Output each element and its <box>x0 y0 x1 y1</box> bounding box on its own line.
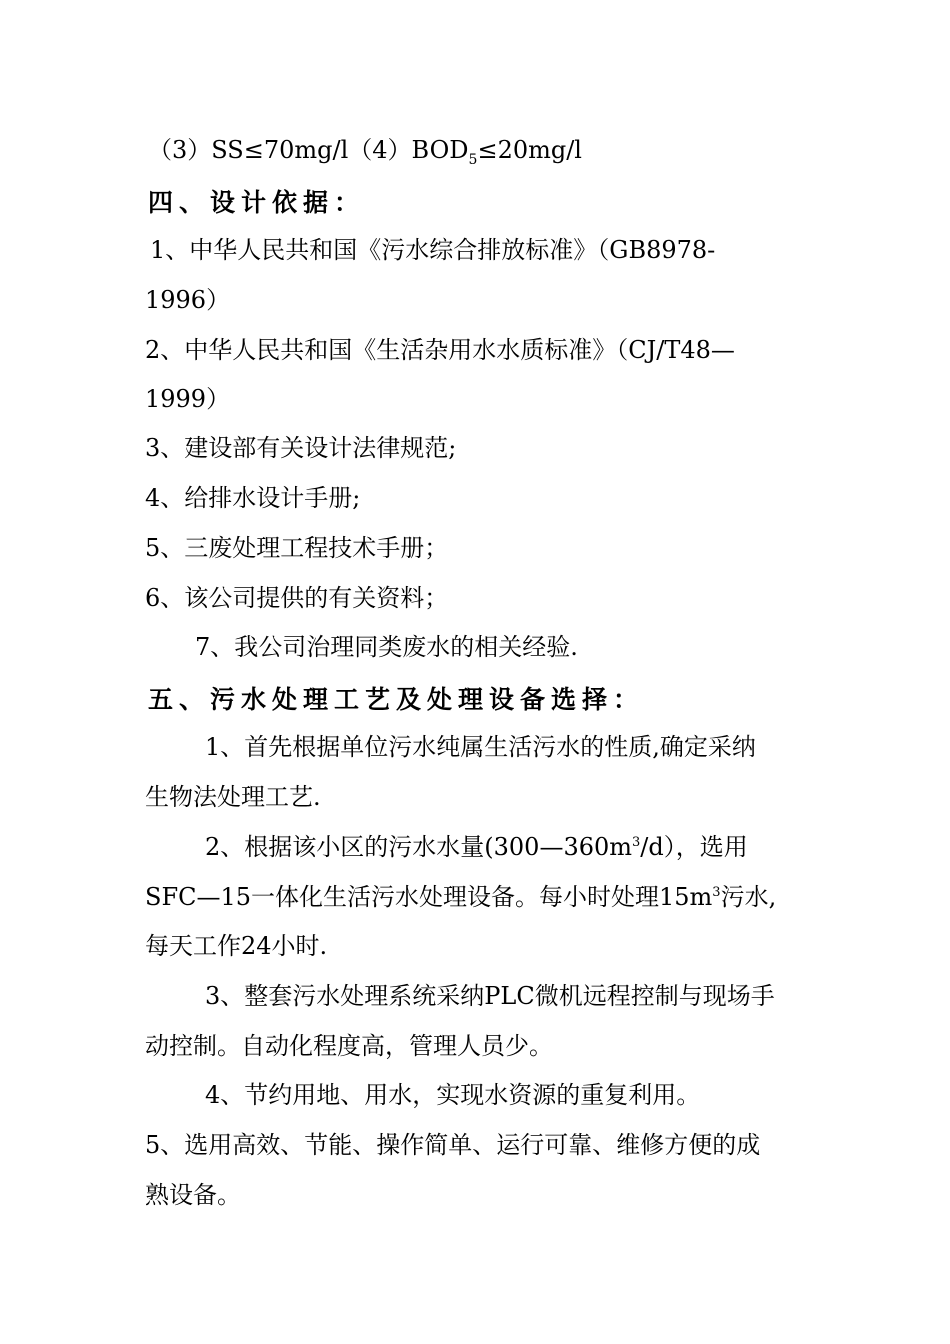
section4-item-2: 2、中华人民共和国《生活杂用水水质标准》（CJ/T48— <box>145 336 735 364</box>
section4-item-4: 4、给排水设计手册; <box>145 484 361 512</box>
section4-item-1-cont: 1996） <box>145 286 231 314</box>
p2-line1-text: 2、根据该小区的污水水量(300—360m <box>205 833 633 861</box>
section4-item-2-cont: 1999） <box>145 385 231 413</box>
section5-p1-line1: 1、首先根据单位污水纯属生活污水的性质,确定采纳 <box>205 733 756 761</box>
ss-bod-text: （3）SS≤70mg/l（4）BOD <box>148 136 469 164</box>
section5-heading: 五、污水处理工艺及处理设备选择： <box>148 685 645 714</box>
section5-p4-line1: 4、节约用地、用水，实现水资源的重复利用。 <box>205 1081 701 1109</box>
section5-p1-line2: 生物法处理工艺. <box>145 783 321 811</box>
bod-subscript: 5 <box>468 151 478 168</box>
section5-p3-line2: 动控制。自动化程度高，管理人员少。 <box>145 1032 553 1060</box>
ss-bod-line <box>148 135 582 168</box>
p2-line1-tail: /d），选用 <box>640 833 748 861</box>
section5-p5-line2: 熟设备。 <box>145 1181 241 1209</box>
section5-p2-line3: 每天工作24小时. <box>145 932 328 960</box>
section5-p2-line1 <box>205 832 748 862</box>
p2-line2-tail: 污水, <box>720 883 777 911</box>
section4-item-1: 1、中华人民共和国《污水综合排放标准》（GB8978- <box>150 236 716 264</box>
section4-item-7: 7、我公司治理同类废水的相关经验. <box>195 633 578 661</box>
p2-line2-superscript: 3 <box>712 885 721 900</box>
section5-p2-line2 <box>145 882 776 912</box>
section4-heading: 四、设计依据： <box>148 188 366 217</box>
section5-p3-line1: 3、整套污水处理系统采纳PLC微机远程控制与现场手 <box>205 982 775 1010</box>
section4-item-6: 6、该公司提供的有关资料； <box>145 584 449 612</box>
section5-p5-line1: 5、选用高效、节能、操作简单、运行可靠、维修方便的成 <box>145 1131 761 1159</box>
p2-line2-text: SFC—15一体化生活污水处理设备。每小时处理15m <box>145 883 713 911</box>
section4-item-3: 3、建设部有关设计法律规范; <box>145 434 457 462</box>
section4-item-5: 5、三废处理工程技术手册； <box>145 534 449 562</box>
p2-line1-superscript: 3 <box>632 835 641 850</box>
bod-limit-text: ≤20mg/l <box>477 136 582 164</box>
